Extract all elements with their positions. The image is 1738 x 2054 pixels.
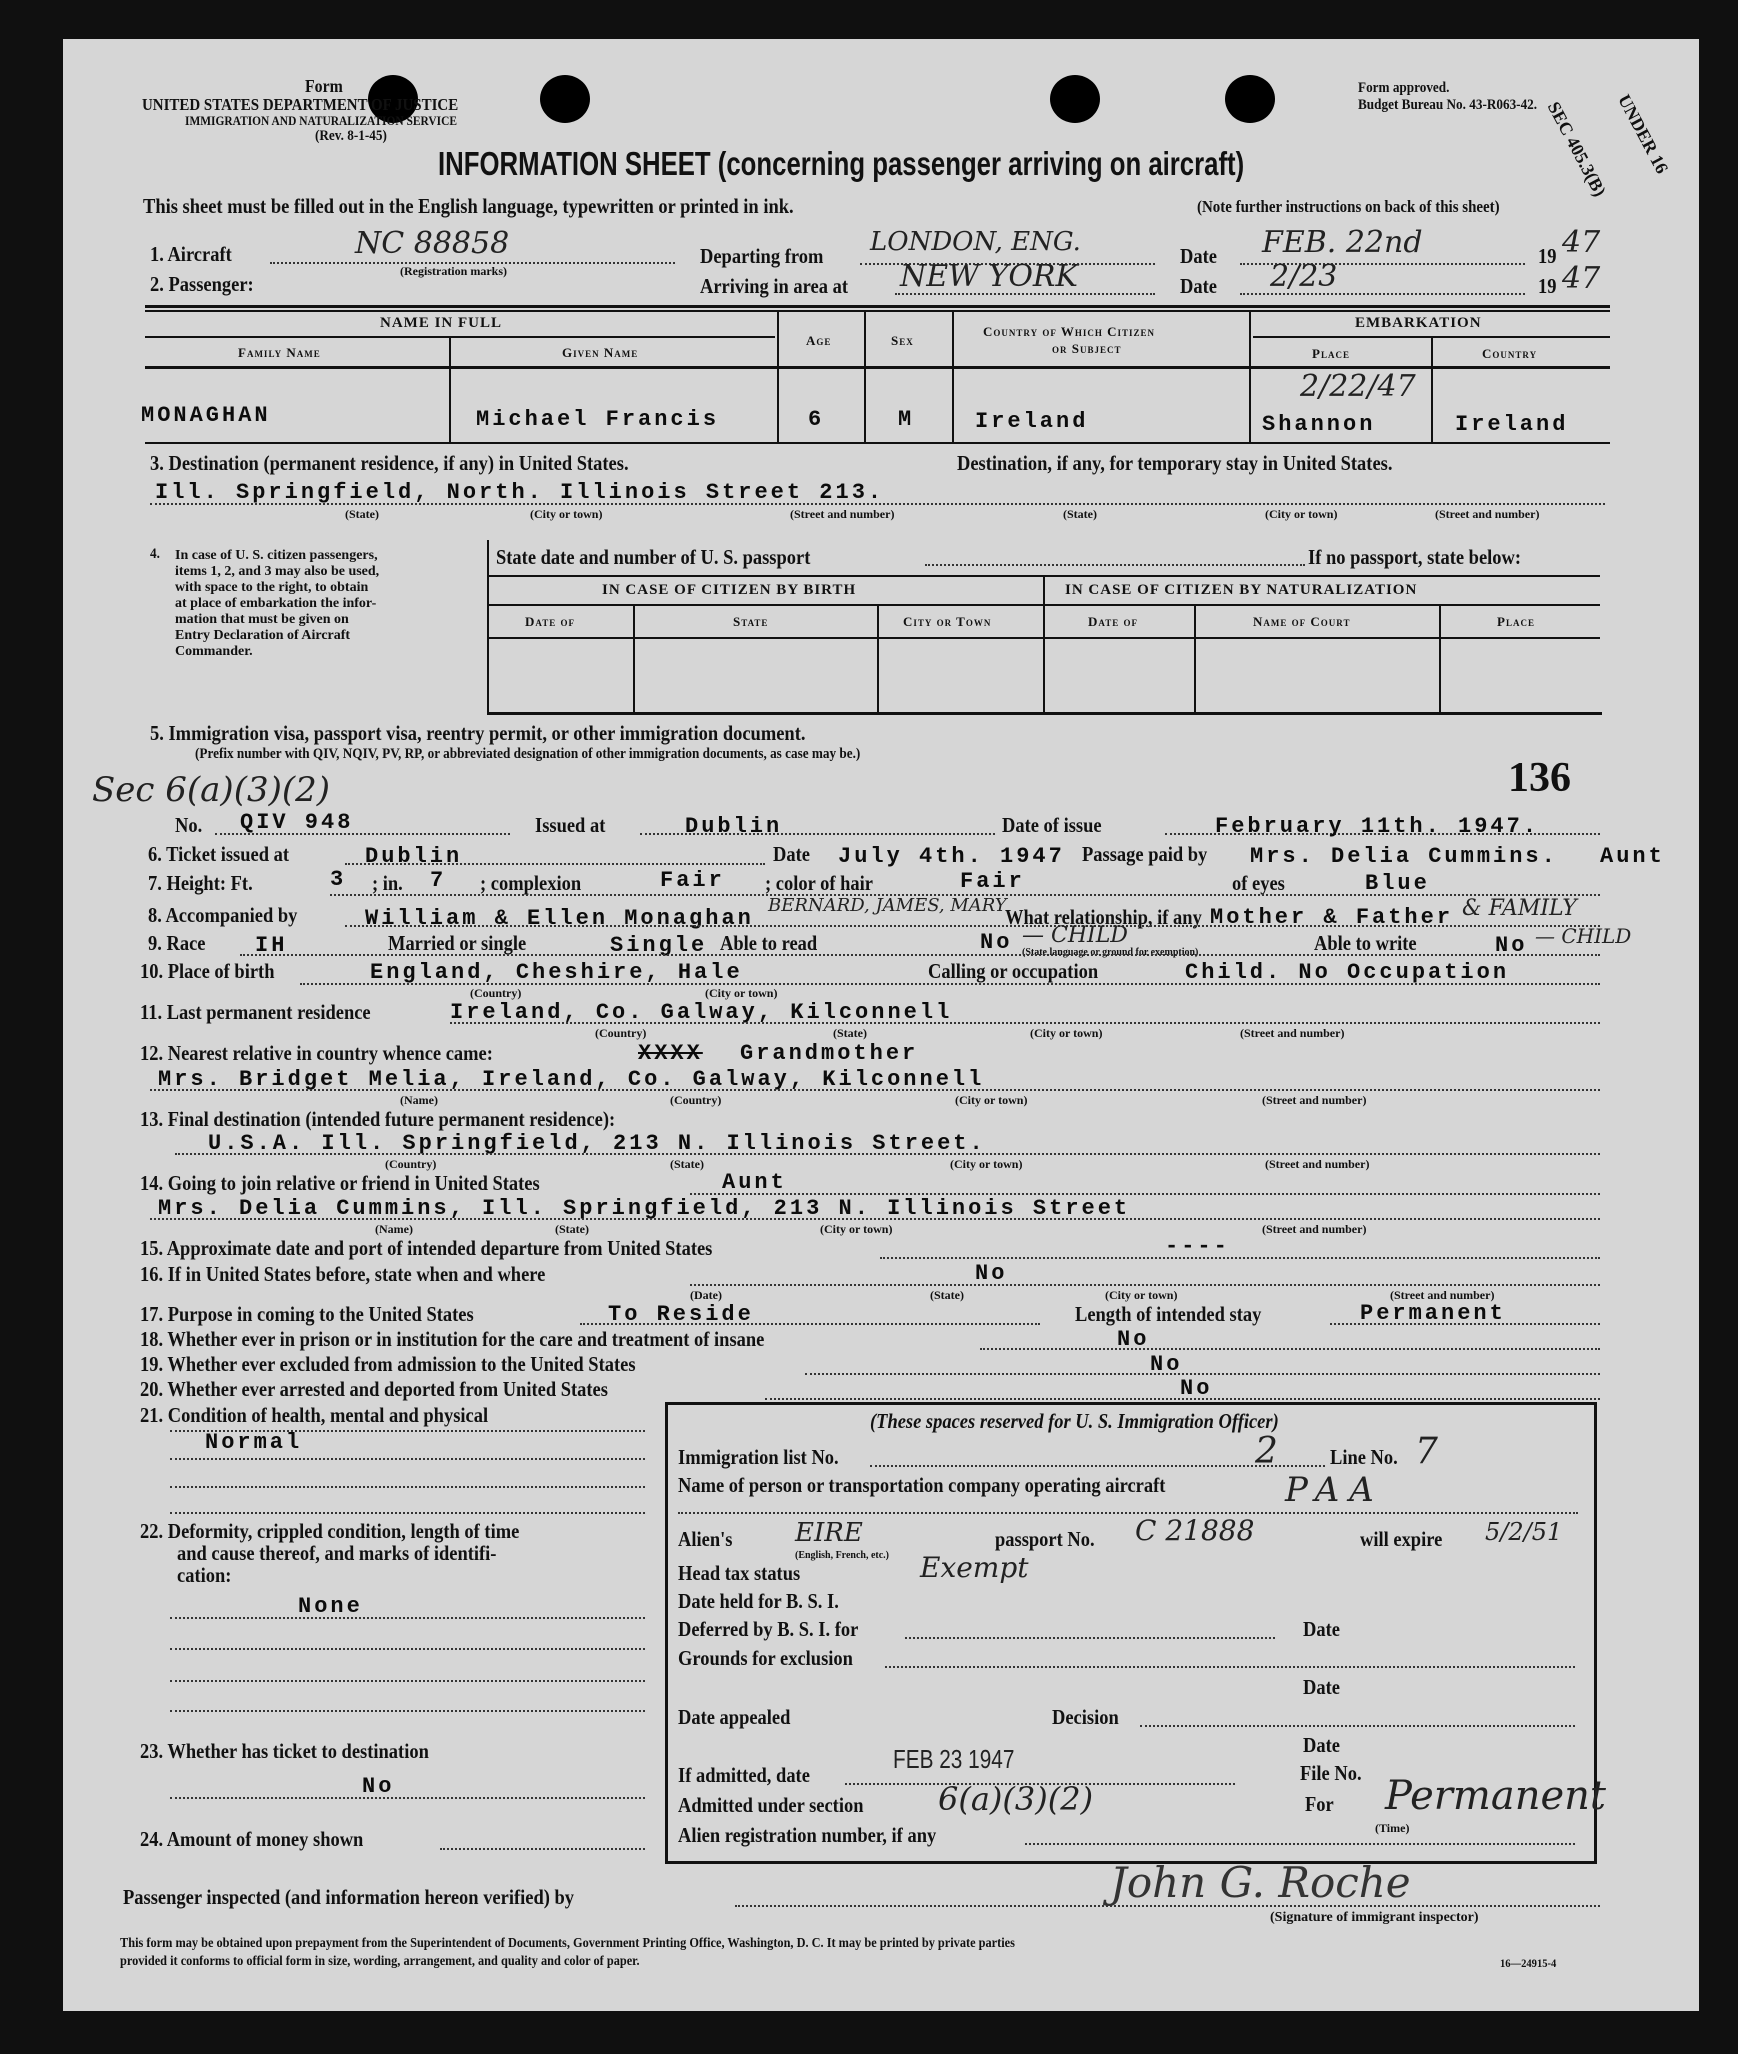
sublabel: (State) bbox=[930, 1288, 964, 1302]
embarkation-date: 2/22/47 bbox=[1300, 369, 1416, 404]
footer-line: provided it conforms to official form in size, wording, arrangement, and quality and color of paper. bbox=[120, 1954, 640, 1969]
footer-line: This form may be obtained upon prepayment from the Superintendent of Documents, Government Printing Office, Washington, D. C. It may be printed by private parties bbox=[120, 1936, 1015, 1951]
dotted-line bbox=[150, 1218, 1600, 1220]
note-line: Commander. bbox=[175, 644, 253, 659]
admitted-label: If admitted, date bbox=[678, 1763, 810, 1787]
sublabel: (English, French, etc.) bbox=[795, 1550, 889, 1561]
form-approved: Form approved. bbox=[1358, 80, 1450, 96]
date-label: Date bbox=[1303, 1617, 1340, 1641]
eyes-label: of eyes bbox=[1232, 871, 1285, 895]
headtax-label: Head tax status bbox=[678, 1561, 801, 1585]
issued-at-value: Dublin bbox=[685, 814, 783, 839]
deferred-label: Deferred by B. S. I. for bbox=[678, 1617, 859, 1641]
item16-label: 16. If in United States before, state when and where bbox=[140, 1262, 546, 1286]
sublabel: (Street and number) bbox=[790, 507, 895, 521]
deformity-value: None bbox=[298, 1594, 363, 1619]
dotted-line bbox=[1330, 1323, 1600, 1325]
rule bbox=[1043, 575, 1045, 712]
col-place: Place bbox=[1312, 346, 1350, 361]
col-city: City or Town bbox=[903, 614, 992, 629]
sublabel: (State) bbox=[555, 1222, 589, 1236]
passport-no-label: passport No. bbox=[995, 1527, 1095, 1551]
decision-label: Decision bbox=[1052, 1705, 1119, 1729]
departure-date: FEB. 22nd bbox=[1262, 225, 1423, 260]
passenger-label: 2. Passenger: bbox=[150, 272, 254, 296]
birth-heading: IN CASE OF CITIZEN BY BIRTH bbox=[602, 582, 857, 598]
dotted-line bbox=[300, 983, 1600, 985]
col-place: Place bbox=[1497, 614, 1535, 629]
dotted-line bbox=[1025, 1843, 1575, 1845]
rule bbox=[145, 305, 1610, 308]
item11-label: 11. Last permanent residence bbox=[140, 1000, 371, 1024]
sublabel: (State) bbox=[833, 1026, 867, 1040]
section-annotation: Sec 6(a)(3)(2) bbox=[92, 770, 331, 810]
destination-value: Ill. Springfield, North. Illinois Street 213. bbox=[155, 480, 885, 505]
stay-label: Length of intended stay bbox=[1075, 1302, 1262, 1326]
sublabel: (Date) bbox=[690, 1288, 722, 1302]
ticket-date-label: Date bbox=[773, 842, 810, 866]
list-value: 2 bbox=[1255, 1431, 1278, 1472]
write-hand: — CHILD bbox=[1535, 924, 1632, 948]
admitted-date-stamp: FEB 23 1947 bbox=[893, 1744, 1015, 1774]
note-line: items 1, 2, and 3 may also be used, bbox=[175, 564, 380, 579]
passport-label: State date and number of U. S. passport bbox=[496, 545, 811, 569]
sublabel: (Name) bbox=[400, 1093, 438, 1107]
col-embarkation: EMBARKATION bbox=[1355, 315, 1482, 331]
sublabel: (Time) bbox=[1375, 1821, 1410, 1835]
eyes-value: Blue bbox=[1365, 871, 1430, 896]
dotted-line bbox=[440, 1848, 645, 1850]
final-destination-value: U.S.A. Ill. Springfield, 213 N. Illinois Street. bbox=[208, 1131, 986, 1156]
signature-sub: (Signature of immigrant inspector) bbox=[1270, 1910, 1479, 1925]
dotted-line bbox=[805, 1373, 1600, 1375]
item22-label: 22. Deformity, crippled condition, length of time bbox=[140, 1519, 520, 1543]
item20-label: 20. Whether ever arrested and deported from United States bbox=[140, 1377, 608, 1401]
arriving-label: Arriving in area at bbox=[700, 274, 849, 298]
ticket-destination-value: No bbox=[362, 1774, 395, 1799]
col-country: Country bbox=[1482, 346, 1538, 361]
for-value: Permanent bbox=[1385, 1773, 1606, 1819]
year-value: 47 bbox=[1562, 261, 1601, 296]
sublabel: (City or town) bbox=[950, 1157, 1023, 1171]
dotted-line bbox=[175, 1153, 1600, 1155]
arrival-date: 2/23 bbox=[1270, 259, 1338, 294]
dotted-line bbox=[690, 1284, 1600, 1286]
col-date-of: Date of bbox=[525, 614, 575, 629]
citizen-value: Ireland bbox=[975, 409, 1089, 434]
year-prefix: 19 bbox=[1538, 244, 1557, 268]
item10-label: 10. Place of birth bbox=[140, 959, 275, 983]
issued-label: Issued at bbox=[535, 813, 606, 837]
departure-value: ---- bbox=[1165, 1234, 1230, 1259]
page-title: INFORMATION SHEET (concerning passenger arriving on aircraft) bbox=[438, 145, 1245, 182]
appealed-label: Date appealed bbox=[678, 1705, 791, 1729]
health-value: Normal bbox=[205, 1430, 303, 1455]
us-before-value: No bbox=[975, 1261, 1008, 1286]
line-value: 7 bbox=[1415, 1431, 1438, 1472]
no-passport-label: If no passport, state below: bbox=[1308, 545, 1522, 569]
dotted-line bbox=[170, 1648, 645, 1650]
relationship-value: Mother & Father bbox=[1210, 905, 1454, 930]
dotted-line bbox=[170, 1617, 645, 1619]
sublabel: (Street and number) bbox=[1435, 507, 1540, 521]
stamp-section: SEC 405.3(B) bbox=[1543, 98, 1611, 200]
sublabel: (City or town) bbox=[1105, 1288, 1178, 1302]
item22-label: cation: bbox=[177, 1563, 232, 1587]
col-country-subject: or Subject bbox=[1052, 341, 1122, 356]
dotted-line bbox=[880, 1257, 1600, 1259]
line-label: Line No. bbox=[1330, 1445, 1398, 1469]
sublabel: (City or town) bbox=[705, 986, 778, 1000]
back-note: (Note further instructions on back of this sheet) bbox=[1197, 197, 1500, 216]
item22-label: and cause thereof, and marks of identifi- bbox=[177, 1541, 497, 1565]
dotted-line bbox=[170, 1430, 645, 1432]
document-number: 136 bbox=[1508, 755, 1571, 801]
rule bbox=[145, 442, 1610, 444]
sublabel: (Street and number) bbox=[1265, 1157, 1370, 1171]
service: IMMIGRATION AND NATURALIZATION SERVICE bbox=[185, 113, 457, 128]
dotted-line bbox=[450, 1022, 1600, 1024]
alien-label: Alien's bbox=[678, 1527, 733, 1551]
stamp-under-16: UNDER 16 bbox=[1614, 91, 1673, 177]
issue-date-value: February 11th. 1947. bbox=[1215, 814, 1540, 839]
col-date-of: Date of bbox=[1088, 614, 1138, 629]
rule bbox=[449, 336, 451, 443]
registration-label: Alien registration number, if any bbox=[678, 1823, 937, 1847]
inspection-label: Passenger inspected (and information hereon verified) by bbox=[123, 1885, 575, 1909]
officer-heading: (These spaces reserved for U. S. Immigration Officer) bbox=[870, 1409, 1279, 1433]
sublabel: (City or town) bbox=[530, 507, 603, 521]
dotted-line bbox=[678, 1512, 1578, 1514]
revision: (Rev. 8-1-45) bbox=[315, 128, 387, 144]
embarkation-place: Shannon bbox=[1262, 412, 1376, 437]
item23-label: 23. Whether has ticket to destination bbox=[140, 1739, 429, 1763]
dotted-line bbox=[905, 1637, 1275, 1639]
rule bbox=[877, 604, 879, 712]
expire-value: 5/2/51 bbox=[1485, 1518, 1563, 1546]
year-prefix: 19 bbox=[1538, 274, 1557, 298]
ticket-date-value: July 4th. 1947 bbox=[838, 844, 1065, 869]
punch-hole bbox=[1050, 75, 1100, 123]
deported-value: No bbox=[1180, 1376, 1213, 1401]
item21-label: 21. Condition of health, mental and physical bbox=[140, 1403, 489, 1427]
complexion-label: ; complexion bbox=[480, 871, 582, 895]
dotted-line bbox=[170, 1512, 645, 1514]
expire-label: will expire bbox=[1360, 1527, 1443, 1551]
col-state: State bbox=[733, 614, 769, 629]
budget-bureau: Budget Bureau No. 43-R063-42. bbox=[1358, 97, 1538, 113]
dotted-line bbox=[765, 1398, 1600, 1400]
department: UNITED STATES DEPARTMENT OF JUSTICE bbox=[142, 95, 459, 114]
year-value: 47 bbox=[1562, 225, 1601, 260]
item3-temp-label: Destination, if any, for temporary stay in United States. bbox=[957, 451, 1393, 475]
nearest-relative-value: Grandmother bbox=[740, 1041, 919, 1066]
item4-note bbox=[175, 548, 379, 660]
dotted-line bbox=[150, 503, 1605, 505]
read-value: No bbox=[980, 930, 1013, 955]
passport-no-value: C 21888 bbox=[1135, 1514, 1255, 1547]
dotted-line bbox=[345, 925, 1600, 927]
dotted-line bbox=[885, 1666, 1575, 1668]
sublabel: (Country) bbox=[385, 1157, 437, 1171]
rule bbox=[952, 310, 954, 443]
item5-sub: (Prefix number with QIV, NQIV, PV, RP, or abbreviated designation of other immigration documents, as case may be.) bbox=[195, 746, 861, 762]
excluded-value: No bbox=[1150, 1352, 1183, 1377]
sublabel: (Street and number) bbox=[1390, 1288, 1495, 1302]
item19-label: 19. Whether ever excluded from admission to the United States bbox=[140, 1352, 636, 1376]
item17-label: 17. Purpose in coming to the United States bbox=[140, 1302, 474, 1326]
height-in: 7 bbox=[430, 868, 447, 893]
rule bbox=[633, 604, 635, 712]
headtax-value: Exempt bbox=[920, 1551, 1029, 1584]
write-label: Able to write bbox=[1314, 931, 1417, 955]
sublabel: (Name) bbox=[375, 1222, 413, 1236]
dotted-line bbox=[150, 1089, 1600, 1091]
item5-label: 5. Immigration visa, passport visa, reentry permit, or other immigration document. bbox=[150, 721, 806, 745]
family-name-value: MONAGHAN bbox=[141, 403, 271, 428]
item24-label: 24. Amount of money shown bbox=[140, 1827, 364, 1851]
item7-label: 7. Height: Ft. bbox=[148, 871, 253, 895]
relationship-hand: & FAMILY bbox=[1462, 896, 1577, 921]
struck-text: XXXX bbox=[638, 1041, 703, 1066]
occupation-value: Child. No Occupation bbox=[1185, 960, 1510, 985]
sublabel: (Country) bbox=[670, 1093, 722, 1107]
accompanied-hand: BERNARD, JAMES, MARY bbox=[768, 895, 1007, 916]
hair-label: ; color of hair bbox=[765, 871, 873, 895]
item6-label: 6. Ticket issued at bbox=[148, 842, 290, 866]
aircraft-value: NC 88858 bbox=[355, 226, 510, 261]
col-age: Age bbox=[806, 333, 832, 348]
dotted-line bbox=[1140, 1725, 1575, 1727]
item13-label: 13. Final destination (intended future permanent residence): bbox=[140, 1107, 616, 1131]
passage-paid-label: Passage paid by bbox=[1082, 842, 1208, 866]
sublabel: (Street and number) bbox=[1262, 1093, 1367, 1107]
no-label: No. bbox=[175, 813, 203, 837]
given-name-value: Michael Francis bbox=[476, 407, 720, 432]
item14-label: 14. Going to join relative or friend in United States bbox=[140, 1171, 540, 1195]
dotted-line bbox=[170, 1797, 645, 1799]
company-value: PAA bbox=[1285, 1470, 1384, 1510]
item15-label: 15. Approximate date and port of intended departure from United States bbox=[140, 1236, 713, 1260]
item3-label: 3. Destination (permanent residence, if any) in United States. bbox=[150, 451, 629, 475]
registration-sub: (Registration marks) bbox=[400, 264, 507, 278]
nearest-relative-address: Mrs. Bridget Melia, Ireland, Co. Galway, Kilconnell bbox=[158, 1067, 985, 1092]
item12-label: 12. Nearest relative in country whence came: bbox=[140, 1041, 493, 1065]
form-number: Form bbox=[305, 76, 343, 96]
col-given-name: Given Name bbox=[562, 345, 639, 360]
naturalization-heading: IN CASE OF CITIZEN BY NATURALIZATION bbox=[1065, 582, 1418, 598]
complexion-value: Fair bbox=[660, 868, 725, 893]
sublabel: (City or town) bbox=[820, 1222, 893, 1236]
date-label: Date bbox=[1180, 244, 1217, 268]
col-country-citizen: Country of Which Citizen bbox=[983, 324, 1155, 339]
rule bbox=[145, 310, 1610, 312]
dotted-line bbox=[170, 1680, 645, 1682]
occupation-label: Calling or occupation bbox=[928, 959, 1099, 983]
dotted-line bbox=[925, 564, 1305, 566]
accompanied-value: William & Ellen Monaghan bbox=[365, 906, 754, 931]
col-sex: Sex bbox=[891, 333, 914, 348]
list-label: Immigration list No. bbox=[678, 1445, 839, 1469]
write-value: No bbox=[1495, 933, 1528, 958]
form-code: 16—24915-4 bbox=[1500, 1956, 1557, 1970]
dotted-line bbox=[170, 1458, 645, 1460]
date-label: Date bbox=[1303, 1675, 1340, 1699]
arriving-value: NEW YORK bbox=[900, 259, 1078, 294]
last-residence-value: Ireland, Co. Galway, Kilconnell bbox=[450, 1000, 953, 1025]
read-label: Able to read bbox=[720, 931, 818, 955]
sublabel: (City or town) bbox=[1030, 1026, 1103, 1040]
note-line: In case of U. S. citizen passengers, bbox=[175, 548, 378, 563]
note-line: Entry Declaration of Aircraft bbox=[175, 628, 351, 643]
rule bbox=[1431, 336, 1433, 443]
sublabel: (Country) bbox=[470, 986, 522, 1000]
rule bbox=[1249, 310, 1251, 443]
section-value: 6(a)(3)(2) bbox=[938, 1780, 1094, 1818]
sublabel: (City or town) bbox=[1265, 507, 1338, 521]
punch-hole bbox=[1225, 75, 1275, 123]
sublabel: (Street and number) bbox=[1262, 1222, 1367, 1236]
file-label: File No. bbox=[1300, 1761, 1362, 1785]
sublabel: (Street and number) bbox=[1240, 1026, 1345, 1040]
section-label: Admitted under section bbox=[678, 1793, 864, 1817]
item18-label: 18. Whether ever in prison or in institution for the care and treatment of insane bbox=[140, 1327, 765, 1351]
note-line: at place of embarkation the infor- bbox=[175, 596, 377, 611]
col-court: Name of Court bbox=[1253, 614, 1351, 629]
rule bbox=[1439, 604, 1441, 712]
married-label: Married or single bbox=[388, 931, 527, 955]
for-label: For bbox=[1305, 1792, 1334, 1816]
read-hand: — CHILD bbox=[1022, 923, 1128, 948]
note-line: mation that must be given on bbox=[175, 612, 349, 627]
ticket-issued-value: Dublin bbox=[365, 844, 463, 869]
birthplace-value: England, Cheshire, Hale bbox=[370, 960, 743, 985]
dotted-line bbox=[690, 1193, 1600, 1195]
rule bbox=[864, 310, 866, 443]
issue-date-label: Date of issue bbox=[1002, 813, 1102, 837]
col-name-in-full: NAME IN FULL bbox=[380, 315, 503, 331]
col-family-name: Family Name bbox=[238, 345, 321, 360]
prison-value: No bbox=[1117, 1327, 1150, 1352]
inspector-signature: John G. Roche bbox=[1110, 1858, 1411, 1907]
punch-hole bbox=[540, 75, 590, 123]
visa-number: QIV 948 bbox=[240, 810, 354, 835]
rule bbox=[777, 310, 779, 443]
sublabel: (City or town) bbox=[955, 1093, 1028, 1107]
height-ft: 3 bbox=[330, 867, 347, 892]
dotted-line bbox=[980, 1348, 1600, 1350]
relationship-label: What relationship, if any bbox=[1005, 905, 1202, 929]
dotted-line bbox=[580, 1323, 1040, 1325]
purpose-value: To Reside bbox=[608, 1302, 754, 1327]
item9-label: 9. Race bbox=[148, 931, 206, 955]
date-label: Date bbox=[1303, 1733, 1340, 1757]
sublabel: (Country) bbox=[595, 1026, 647, 1040]
item4-num: 4. bbox=[150, 546, 160, 562]
sublabel: (State) bbox=[670, 1157, 704, 1171]
note-line: with space to the right, to obtain bbox=[175, 580, 369, 595]
grounds-label: Grounds for exclusion bbox=[678, 1646, 853, 1670]
hair-value: Fair bbox=[960, 869, 1025, 894]
embarkation-country: Ireland bbox=[1455, 412, 1569, 437]
held-label: Date held for B. S. I. bbox=[678, 1589, 839, 1613]
company-label: Name of person or transportation company operating aircraft bbox=[678, 1473, 1166, 1497]
departing-label: Departing from bbox=[700, 244, 824, 268]
sublabel: (State) bbox=[1063, 507, 1097, 521]
stay-value: Permanent bbox=[1360, 1301, 1506, 1326]
dotted-line bbox=[240, 954, 1600, 956]
passage-paid-value: Mrs. Delia Cummins. bbox=[1250, 844, 1558, 869]
join-relative-value: Aunt bbox=[722, 1170, 787, 1195]
alien-value: EIRE bbox=[795, 1518, 863, 1548]
age-value: 6 bbox=[808, 407, 825, 432]
sublabel: (State) bbox=[345, 507, 379, 521]
passage-paid-relation: Aunt bbox=[1600, 844, 1665, 869]
dotted-line bbox=[170, 1710, 645, 1712]
departing-value: LONDON, ENG. bbox=[870, 227, 1081, 257]
dotted-line bbox=[170, 1486, 645, 1488]
married-value: Single bbox=[610, 933, 708, 958]
item8-label: 8. Accompanied by bbox=[148, 903, 298, 927]
join-relative-address: Mrs. Delia Cummins, Ill. Springfield, 213 N. Illinois Street bbox=[158, 1196, 1131, 1221]
aircraft-label: 1. Aircraft bbox=[150, 242, 232, 266]
rule bbox=[145, 336, 775, 338]
race-value: IH bbox=[255, 933, 288, 958]
sex-value: M bbox=[898, 407, 915, 432]
instruction: This sheet must be filled out in the English language, typewritten or printed in ink. bbox=[143, 194, 794, 218]
date-label: Date bbox=[1180, 274, 1217, 298]
rule bbox=[1194, 604, 1196, 712]
in-label: ; in. bbox=[372, 871, 403, 895]
sublabel: (State language or ground for exemption) bbox=[1022, 947, 1199, 958]
